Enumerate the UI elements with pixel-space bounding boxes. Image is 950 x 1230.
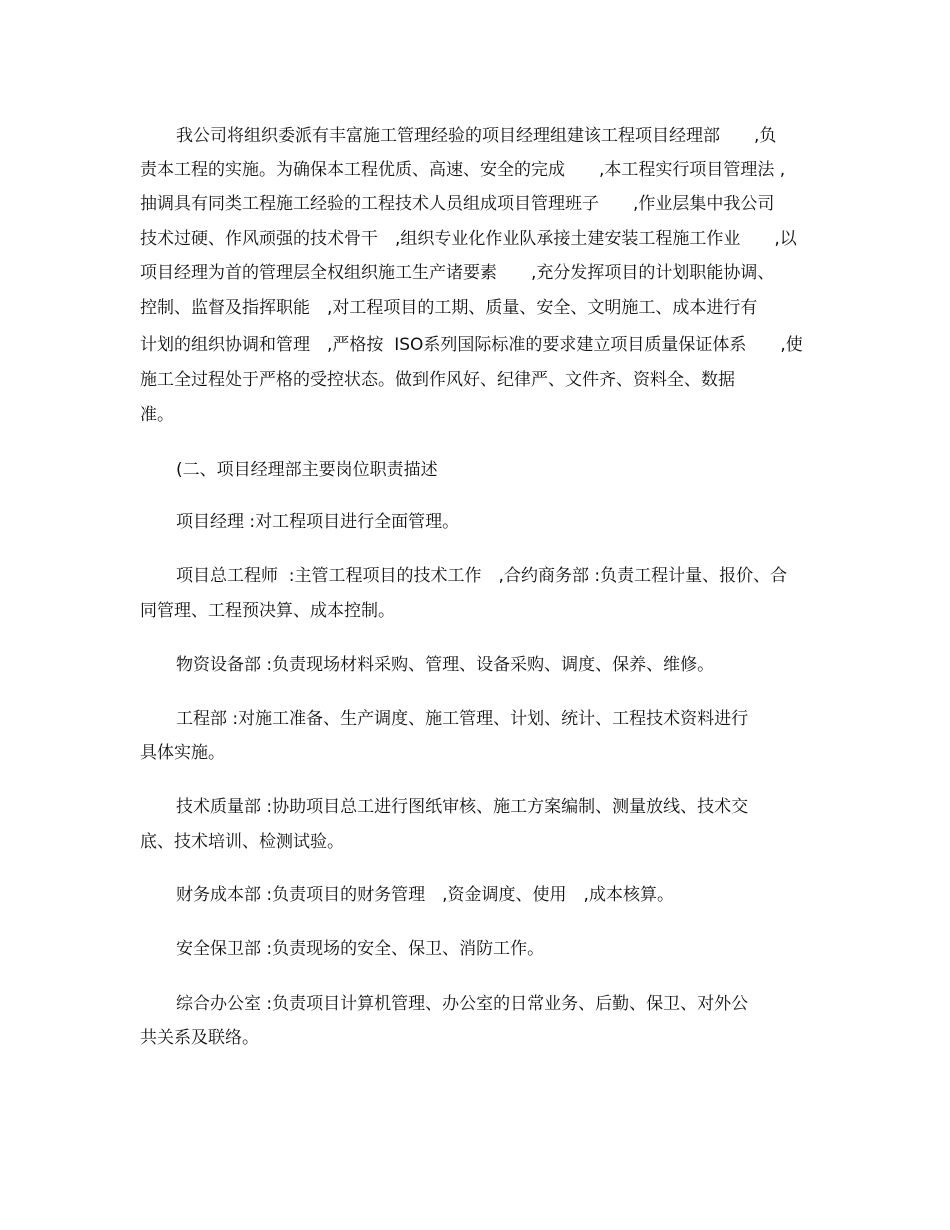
intro-line: 我公司将组织委派有丰富施工管理经验的项目经理组建该工程项目经理部 ,负 <box>176 126 777 146</box>
role-line: 安全保卫部 :负责现场的安全、保卫、消防工作。 <box>176 939 545 959</box>
intro-line: 准。 <box>140 405 174 425</box>
role-line: 技术质量部 :协助项目总工进行图纸审核、施工方案编制、测量放线、技术交 <box>176 797 749 817</box>
intro-line: 项目经理为首的管理层全权组织施工生产诸要素 ,充分发挥项目的计划职能协调、 <box>140 263 775 283</box>
role-line: 物资设备部 :负责现场材料采购、管理、设备采购、调度、保养、维修。 <box>176 655 715 675</box>
intro-line: 施工全过程处于严格的受控状态。做到作风好、纪律严、文件齐、资料全、数据 <box>140 370 735 390</box>
intro-line: 技术过硬、作风顽强的技术骨干 ,组织专业化作业队承接土建安装工程施工作业 ,以 <box>140 229 797 249</box>
role-line: 同管理、工程预决算、成本控制。 <box>140 601 395 621</box>
role-line: 底、技术培训、检测试验。 <box>140 832 344 852</box>
role-line: 综合办公室 :负责项目计算机管理、办公室的日常业务、后勤、保卫、对外公 <box>176 994 749 1014</box>
intro-line: 计划的组织协调和管理 ,严格按 ISO系列国际标准的要求建立项目质量保证体系 ,使 <box>140 335 803 355</box>
role-line: 财务成本部 :负责项目的财务管理 ,资金调度、使用 ,成本核算。 <box>176 885 674 905</box>
intro-line: 责本工程的实施。为确保本工程优质、高速、安全的完成 ,本工程实行项目管理法 , <box>140 160 786 180</box>
role-line: 工程部 :对施工准备、生产调度、施工管理、计划、统计、工程技术资料进行 <box>176 709 749 729</box>
role-line: 共关系及联络。 <box>140 1028 259 1048</box>
intro-line: 抽调具有同类工程施工经验的工程技术人员组成项目管理班子 ,作业层集中我公司 <box>140 194 775 214</box>
role-line: 项目经理 :对工程项目进行全面管理。 <box>176 512 460 532</box>
role-line: 项目总工程师 :主管工程项目的技术工作 ,合约商务部 :负责工程计量、报价、合 <box>176 566 788 586</box>
role-line: 具体实施。 <box>140 743 225 763</box>
section-heading: (二、项目经理部主要岗位职责描述 <box>176 460 438 480</box>
intro-line: 控制、监督及指挥职能 ,对工程项目的工期、质量、安全、文明施工、成本进行有 <box>140 298 758 318</box>
